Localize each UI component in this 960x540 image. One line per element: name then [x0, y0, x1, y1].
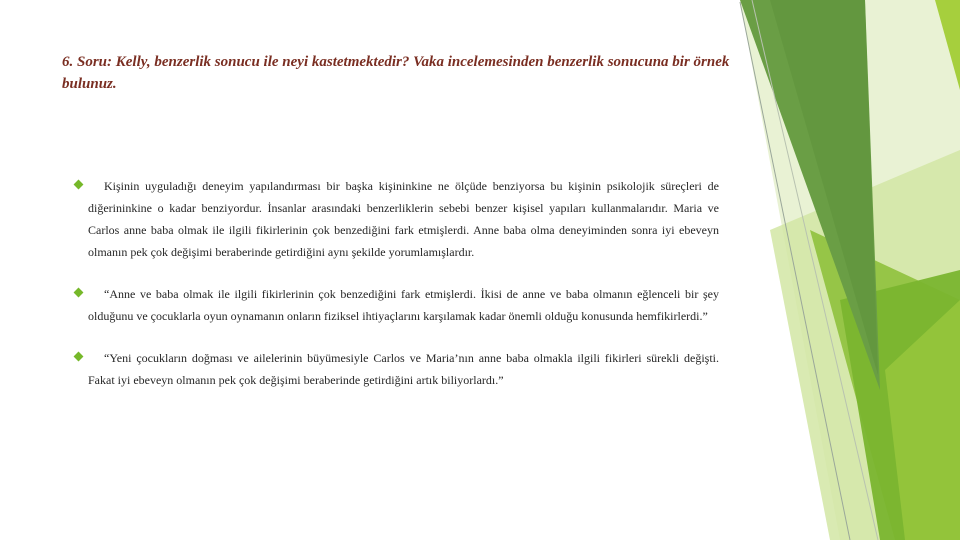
list-item	[88, 347, 719, 391]
list-item	[88, 283, 719, 327]
list-item	[88, 175, 719, 263]
bullet-list	[88, 175, 719, 391]
bullet-text: Kişinin uyguladığı deneyim yapılandırması bir başka kişininkine ne ölçüde benziyorsa bu kişinin psikolojik süreçleri de diğerininkine o kadar benziyordur. İnsanlar arasındaki benzerliklerin sebebi benzer kişisel yapıları kullanmalarıdır. Maria ve Carlos anne baba olmak ile ilgili fikirlerinin çok benzediğini fark etmişlerdi. Anne baba olma deneyiminden sonra iyi ebeveyn olmanın pek çok değişimi beraberinde getirdiğini aynı şekilde yorumlamışlardır.	[88, 179, 719, 259]
bullet-text: “Yeni çocukların doğması ve ailelerinin büyümesiyle Carlos ve Maria’nın anne baba olmakla ilgili fikirleri sürekli değişti. Fakat iyi ebeveyn olmanın pek çok değişimi beraberinde getirdiğini artık biliyorlardı.”	[88, 351, 719, 387]
bullet-text: “Anne ve baba olmak ile ilgili fikirlerinin çok benzediğini fark etmişlerdi. İkisi de anne ve baba olmanın eğlenceli bir şey olduğunu ve çocuklarla oyun oynamanın onların fiziksel ihtiyaçlarını karşılamak kadar önemli olduğu konusunda hemfikirlerdi.”	[88, 287, 719, 323]
slide-title: 6. Soru: Kelly, benzerlik sonucu ile neyi kastetmektedir? Vaka incelemesinden benzerlik sonucuna bir örnek bulunuz.	[62, 54, 730, 92]
